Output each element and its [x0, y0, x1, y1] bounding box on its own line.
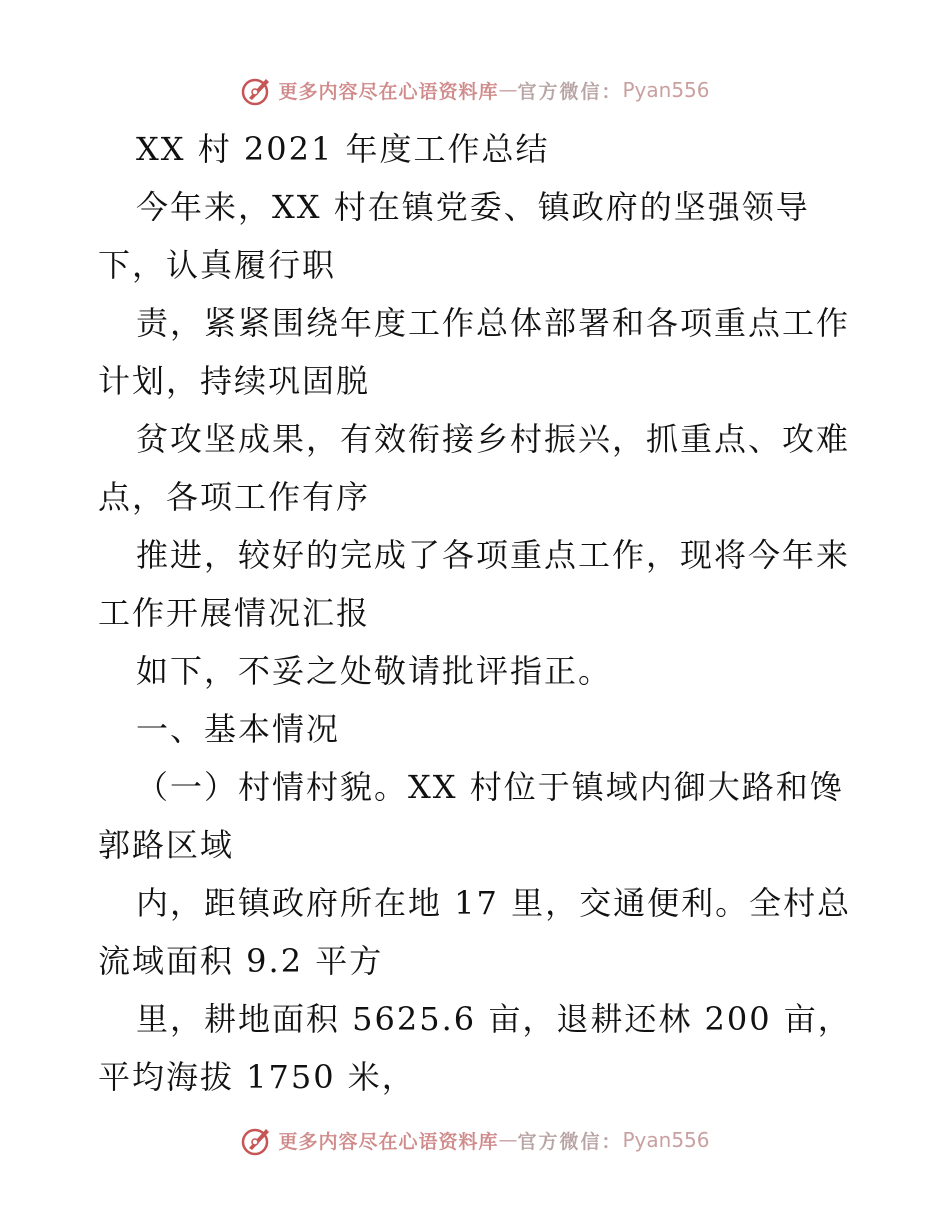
- text-line: 流域面积 9.2 平方: [98, 942, 384, 980]
- text-line: 今年来，XX 村在镇党委、镇政府的坚强领导: [136, 188, 810, 226]
- text-line: 责，紧紧围绕年度工作总体部署和各项重点工作: [136, 304, 851, 342]
- quill-logo-icon: [240, 73, 274, 107]
- quill-logo-icon: [240, 1123, 274, 1157]
- watermark-dash: —: [498, 1129, 518, 1151]
- watermark-text: 更多内容尽在心语资料库: [278, 80, 499, 103]
- watermark-wechat-id: Pyan556: [622, 78, 710, 102]
- text-line: （一）村情村貌。XX 村位于镇域内御大路和馋: [136, 768, 844, 806]
- text-line: 平均海拔 1750 米，: [98, 1058, 416, 1096]
- text-line: 如下，不妥之处敬请批评指正。: [136, 652, 613, 690]
- text-line: 里，耕地面积 5625.6 亩，退耕还林 200 亩，: [136, 1000, 852, 1038]
- text-line: 计划，持续巩固脱: [98, 362, 371, 400]
- watermark-text: 更多内容尽在心语资料库: [278, 1130, 499, 1153]
- watermark-official-label: 官方微信：: [517, 80, 623, 103]
- text-line: 点，各项工作有序: [98, 478, 371, 516]
- document-body: [98, 120, 858, 1106]
- watermark-dash: —: [498, 79, 518, 101]
- section-heading: 一、基本情况: [136, 710, 341, 748]
- watermark-wechat-id: Pyan556: [622, 1128, 710, 1152]
- watermark-official-label: 官方微信：: [517, 1130, 623, 1153]
- text-line: 工作开展情况汇报: [98, 594, 371, 632]
- document-title: XX 村 2021 年度工作总结: [136, 130, 550, 168]
- text-line: 贫攻坚成果，有效衔接乡村振兴，抓重点、攻难: [136, 420, 851, 458]
- text-line: 下，认真履行职: [98, 246, 337, 284]
- watermark-header: [0, 70, 950, 110]
- watermark-footer: [0, 1120, 950, 1160]
- text-line: 郭路区域: [98, 826, 235, 864]
- text-line: 推进，较好的完成了各项重点工作，现将今年来: [136, 536, 851, 574]
- text-line: 内，距镇政府所在地 17 里，交通便利。全村总: [136, 884, 852, 922]
